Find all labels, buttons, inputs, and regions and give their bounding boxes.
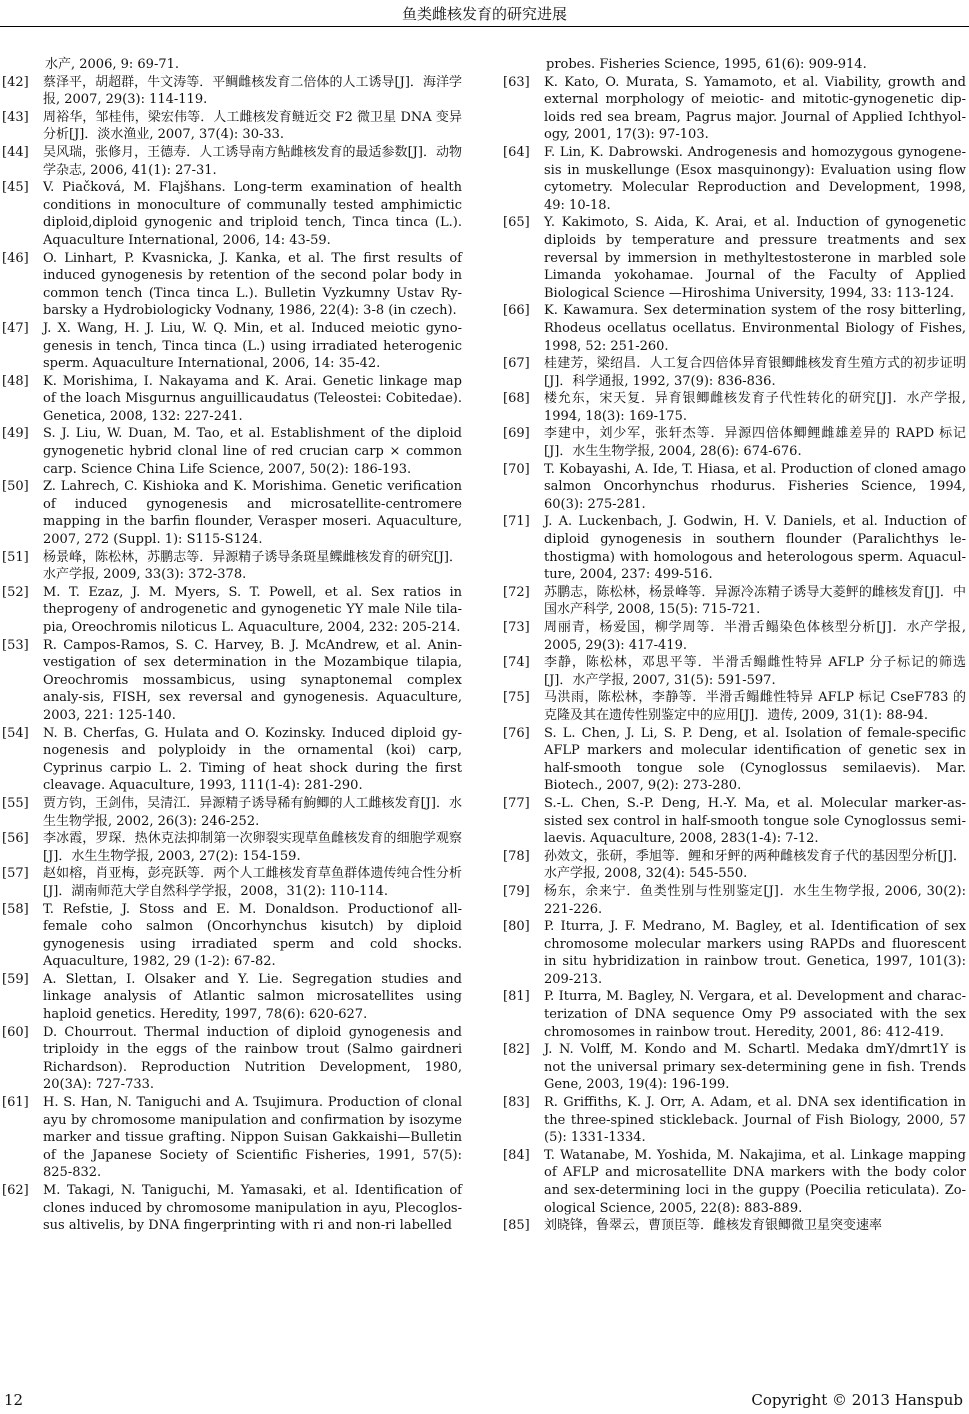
- reference-number: [63]: [503, 74, 530, 90]
- reference-number: [69]: [503, 426, 530, 442]
- reference-text: R. Griffiths, K. J. Orr, A. Adam, et al. DNA sex identification in the three-spined stickleback. Journal of Fish Biology, 2000, 57 (5): 1331-1334.: [544, 1095, 966, 1146]
- reference-text: D. Chourrout. Thermal induction of diploid gynogenesis and triploidy in the eggs of the rainbow trout (Salmo gairdneri Richardson). Reproduction Nutrition Development, 1980, 20(3A): 727-733.: [43, 1024, 462, 1093]
- reference-entry: [503, 1147, 966, 1217]
- reference-entry: [503, 302, 966, 355]
- reference-entry: [2, 637, 462, 725]
- reference-entry: [503, 918, 966, 988]
- reference-number: [75]: [503, 690, 530, 706]
- left-column: [2, 56, 462, 1235]
- reference-text: F. Lin, K. Dabrowski. Androgenesis and homozygous gynogene-sis in muskellunge (Esox masquinongy): Evaluation using flow cytometry. Molecular Reproduction and Development, 1998, 49: 10-18.: [544, 144, 966, 213]
- reference-number: [48]: [2, 373, 29, 389]
- reference-number: [77]: [503, 795, 530, 811]
- reference-entry: [503, 74, 966, 144]
- reference-text: 杨景峰，陈松林，苏鹏志等．异源精子诱导条斑星鲽雌核发育的研究[J]．水产学报, 2009, 33(3): 372-378.: [43, 549, 462, 583]
- reference-text: J. A. Luckenbach, J. Godwin, H. V. Daniels, et al. Induction of diploid gynogenesis in southern flounder (Paralichthys le-thostigma) with homologous and heterologous sperm. Aquacul-ture, 2004, 237: 499-516.: [544, 514, 966, 583]
- reference-text: K. Morishima, I. Nakayama and K. Arai. Genetic linkage map of the loach Misgurnus anguillicaudatus (Teleostei: Cobitedae). Genetica, 2008, 132: 227-241.: [43, 373, 462, 424]
- reference-number: [81]: [503, 989, 530, 1005]
- reference-entry: [503, 461, 966, 514]
- reference-entry: [2, 1024, 462, 1094]
- reference-text: 苏鹏志，陈松林，杨景峰等．异源冷冻精子诱导大菱鲆的雌核发育[J]．中国水产科学, 2008, 15(5): 715-721.: [544, 584, 966, 618]
- reference-entry: [503, 883, 966, 918]
- reference-entry: [503, 214, 966, 302]
- reference-entry: [503, 654, 966, 689]
- reference-text: 李静，陈松林，邓思平等．半滑舌鳎雌性特异 AFLP 分子标记的筛选[J]．水产学报, 2007, 31(5): 591-597.: [544, 655, 966, 688]
- reference-number: [59]: [2, 971, 29, 987]
- page-number: 12: [4, 1391, 24, 1409]
- reference-entry: [2, 1182, 462, 1235]
- reference-number: [46]: [2, 250, 29, 266]
- reference-list-right: [503, 74, 966, 1235]
- reference-entry: [503, 795, 966, 848]
- reference-entry: [2, 971, 462, 1024]
- reference-text: 周丽青，杨爱国，柳学周等．半滑舌鳎染色体核型分析[J]．水产学报, 2005, 29(3): 417-419.: [544, 620, 966, 653]
- reference-text: 孙效文，张研，季旭等．鲤和牙鲆的两种雌核发育子代的基因型分析[J]．水产学报, 2008, 32(4): 545-550.: [544, 848, 966, 882]
- reference-text: P. Iturra, M. Bagley, N. Vergara, et al. Development and charac-terization of DNA sequence Omy P9 associated with the sex chromosomes in rainbow trout. Heredity, 2001, 86: 412-419.: [544, 989, 966, 1040]
- reference-number: [65]: [503, 215, 530, 231]
- reference-text: 李建中，刘少军，张轩杰等．异源四倍体鲫鲤雌雄差异的 RAPD 标记[J]．水生生物学报, 2004, 28(6): 674-676.: [544, 426, 966, 460]
- reference-number: [68]: [503, 391, 530, 407]
- reference-entry: [2, 725, 462, 795]
- continued-reference: 水产, 2006, 9: 69-71.: [45, 57, 180, 72]
- reference-entry: [503, 689, 966, 724]
- reference-text: S. J. Liu, W. Duan, M. Tao, et al. Establishment of the diploid gynogenetic hybrid clonal line of red crucian carp × common carp. Science China Life Science, 2007, 50(2): 186-193.: [43, 426, 462, 477]
- copyright-notice: Copyright © 2013 Hanspub: [751, 1391, 963, 1409]
- reference-number: [64]: [503, 144, 530, 160]
- reference-number: [61]: [2, 1095, 29, 1111]
- reference-number: [76]: [503, 725, 530, 741]
- reference-text: J. N. Volff, M. Kondo and M. Schartl. Medaka dmY/dmrt1Y is not the universal primary sex-determining gene in fish. Trends Gene, 2003, 19(4): 196-199.: [544, 1042, 966, 1093]
- reference-entry: [2, 425, 462, 478]
- reference-entry: [2, 109, 462, 144]
- reference-number: [58]: [2, 901, 29, 917]
- reference-text: S.-L. Chen, S.-P. Deng, H.-Y. Ma, et al. Molecular marker-as-sisted sex control in half-smooth tongue sole Cynoglossus semi-laevis. Aquaculture, 2008, 283(1-4): 7-12.: [544, 795, 966, 847]
- header-rule: [0, 26, 969, 27]
- reference-text: 蔡泽平，胡超群，牛文涛等．平鲷雌核发育二倍体的人工诱导[J]．海洋学报, 2007, 29(3): 114-119.: [43, 74, 462, 108]
- reference-text: Z. Lahrech, C. Kishioka and K. Morishima. Genetic verification of induced gynogenesis and microsatellite-centromere mapping in the barfin flounder, Verasper moseri. Aquaculture, 2007, 272 (Suppl. 1): S115-S124.: [43, 479, 462, 548]
- reference-entry: [2, 865, 462, 900]
- reference-entry: [2, 584, 462, 637]
- reference-entry: [2, 373, 462, 426]
- reference-text: N. B. Cherfas, G. Hulata and O. Kozinsky. Induced diploid gy-nogenesis and polyploidy in the ornamental (koi) carp, Cyprinus carpio L. 2. Timing of heat shock during the first cleavage. Aquaculture, 1993, 111(1-4): 281-290.: [43, 725, 462, 794]
- reference-entry: [503, 619, 966, 654]
- reference-text: 楼允东，宋天复．异育银鲫雌核发育子代性转化的研究[J]．水产学报, 1994, 18(3): 169-175.: [544, 391, 966, 424]
- reference-number: [52]: [2, 584, 29, 600]
- reference-number: [80]: [503, 919, 530, 935]
- reference-text: 桂建芳，梁绍昌．人工复合四倍体异育银鲫雌核发育生殖方式的初步证明[J]．科学通报, 1992, 37(9): 836-836.: [544, 356, 966, 389]
- reference-number: [82]: [503, 1042, 530, 1058]
- reference-number: [43]: [2, 109, 29, 125]
- reference-entry: [503, 1041, 966, 1094]
- reference-entry: [2, 179, 462, 249]
- reference-entry: [503, 355, 966, 390]
- reference-text: 马洪雨，陈松林，李静等．半滑舌鳎雌性特异 AFLP 标记 CseF783 的克隆及其在遗传性别鉴定中的应用[J]．遗传, 2009, 31(1): 88-94.: [544, 690, 966, 723]
- reference-text: 李冰霞，罗琛．热休克法抑制第一次卵裂实现草鱼雌核发育的细胞学观察[J]．水生生物学报, 2003, 27(2): 154-159.: [43, 831, 462, 864]
- reference-entry: [503, 725, 966, 795]
- reference-entry: [503, 513, 966, 583]
- reference-number: [84]: [503, 1147, 530, 1163]
- reference-text: 周裕华，邹桂伟，梁宏伟等．人工雌核发育鲢近交 F2 微卫星 DNA 变异分析[J]．淡水渔业, 2007, 37(4): 30-33.: [43, 109, 462, 143]
- reference-text: Y. Kakimoto, S. Aida, K. Arai, et al. Induction of gynogenetic diploids by temperature and pressure treatments and sex reversal by immersion in methyltestosterone in marbled sole Limanda yokohamae. Journal of the Faculty of Applied Biological Science —Hiroshima University, 1994, 33: 113-124.: [544, 215, 966, 301]
- continued-reference: probes. Fisheries Science, 1995, 61(6): 909-914.: [546, 57, 867, 72]
- reference-number: [49]: [2, 426, 29, 442]
- reference-number: [83]: [503, 1095, 530, 1111]
- reference-number: [71]: [503, 514, 530, 530]
- reference-text: 刘晓锋，鲁翠云，曹顶臣等．雌核发育银鲫微卫星突变速率: [544, 1218, 883, 1234]
- reference-entry: [503, 425, 966, 460]
- reference-text: K. Kato, O. Murata, S. Yamamoto, et al. Viability, growth and external morphology of meiotic- and mitotic-gynogenetic dip-loids red sea bream, Pagrus major. Journal of Applied Ichthyol-ogy, 2001, 17(3): 97-103.: [544, 74, 966, 143]
- reference-number: [74]: [503, 655, 530, 671]
- reference-text: J. X. Wang, H. J. Liu, W. Q. Min, et al. Induced meiotic gyno-genesis in tench, Tinca tinca (L.) using irradiated heterogenic sperm. Aquaculture International, 2006, 14: 35-42.: [43, 320, 462, 372]
- reference-text: 吴风瑞，张修月，王德寿．人工诱导南方鲇雌核发育的最适参数[J]．动物学杂志, 2006, 41(1): 27-31.: [43, 144, 462, 178]
- reference-entry: [2, 901, 462, 971]
- reference-text: R. Campos-Ramos, S. C. Harvey, B. J. McAndrew, et al. Anin-vestigation of sex determination in the Mozambique tilapia, Oreochromis mossambicus, using synaptonemal complex analy-sis, FISH, sex reversal and gynogenesis. Aquaculture, 2003, 221: 125-140.: [43, 637, 462, 723]
- reference-number: [53]: [2, 637, 29, 653]
- reference-entry: [503, 988, 966, 1041]
- reference-text: T. Kobayashi, A. Ide, T. Hiasa, et al. Production of cloned amago salmon Oncorhynchus rhodurus. Fisheries Science, 1994, 60(3): 275-281.: [544, 461, 966, 512]
- reference-number: [45]: [2, 180, 29, 196]
- right-column: [503, 56, 966, 1235]
- reference-number: [85]: [503, 1218, 530, 1234]
- reference-text: T. Watanabe, M. Yoshida, M. Nakajima, et al. Linkage mapping of AFLP and microsatellite DNA markers with the body color and sex-determining loci in the guppy (Poecilia reticulata). Zo-ological Science, 2005, 22(8): 883-889.: [544, 1147, 966, 1216]
- reference-entry: [503, 1217, 966, 1235]
- reference-entry: [503, 144, 966, 214]
- reference-number: [42]: [2, 74, 29, 90]
- running-header: 鱼类雌核发育的研究进展: [401, 5, 567, 23]
- reference-entry: [2, 549, 462, 584]
- reference-text: P. Iturra, J. F. Medrano, M. Bagley, et al. Identification of sex chromosome molecular markers using RAPDs and fluorescent in situ hybridization in rainbow trout. Genetica, 1997, 101(3): 209-213.: [544, 919, 966, 987]
- reference-text: A. Slettan, I. Olsaker and Y. Lie. Segregation studies and linkage analysis of Atlantic salmon microsatellites using haploid genetics. Heredity, 1997, 78(6): 620-627.: [43, 971, 462, 1023]
- reference-text: S. L. Chen, J. Li, S. P. Deng, et al. Isolation of female-specific AFLP markers and molecular identification of genetic sex in half-smooth tongue sole (Cynoglossus semilaevis). Mar. Biotech., 2007, 9(2): 273-280.: [544, 725, 966, 794]
- reference-number: [78]: [503, 848, 530, 864]
- reference-text: M. T. Ezaz, J. M. Myers, S. T. Powell, et al. Sex ratios in theprogeny of androgenetic and gynogenetic YY male Nile tila-pia, Oreochromis niloticus L. Aquaculture, 2004, 232: 205-214.: [43, 584, 462, 635]
- reference-number: [73]: [503, 620, 530, 635]
- reference-number: [44]: [2, 144, 29, 160]
- reference-text: 贾方钧，王剑伟，吴清江．异源精子诱导稀有鮈鲫的人工雌核发育[J]．水生生物学报, 2002, 26(3): 246-252.: [43, 795, 462, 829]
- reference-text: 赵如榕，肖亚梅，彭亮跃等．两个人工雌核发育草鱼群体遗传纯合性分析[J]．湖南师范大学自然科学学报，2008，31(2): 110-114.: [43, 866, 462, 899]
- reference-number: [60]: [2, 1024, 29, 1040]
- reference-entry: [503, 1094, 966, 1147]
- reference-entry: [2, 250, 462, 320]
- reference-text: H. S. Han, N. Taniguchi and A. Tsujimura. Production of clonal ayu by chromosome manipulation and confirmation by isozyme marker and tissue grafting. Nippon Suisan Gakkaishi—Bulletin of the Japanese Society of Scientific Fisheries, 1991, 57(5): 825-832.: [43, 1095, 462, 1181]
- reference-text: K. Kawamura. Sex determination system of the rosy bitterling, Rhodeus ocellatus ocellatus. Environmental Biology of Fishes, 1998, 52: 251-260.: [544, 303, 966, 354]
- reference-entry: [503, 848, 966, 883]
- reference-number: [50]: [2, 479, 29, 495]
- reference-text: 杨东，余来宁．鱼类性别与性别鉴定[J]．水生生物学报, 2006, 30(2): 221-226.: [544, 883, 966, 917]
- reference-entry: [503, 390, 966, 425]
- reference-list-left: [2, 74, 462, 1235]
- reference-number: [72]: [503, 584, 530, 600]
- reference-entry: [2, 478, 462, 548]
- reference-number: [66]: [503, 303, 530, 319]
- reference-text: O. Linhart, P. Kvasnicka, J. Kanka, et al. The first results of induced gynogenesis by retention of the second polar body in common tench (Tinca tinca L.). Bulletin Vyzkumny Ustav Ry-barsky a Hydrobiologicky Vodnany, 1986, 22(4): 3-8 (in czech).: [43, 250, 462, 319]
- reference-entry: [2, 1094, 462, 1182]
- reference-text: V. Piačková, M. Flajšhans. Long-term examination of health conditions in monoculture of communally tested amphimictic diploid,diploid gynogenic and triploid tench, Tinca tinca (L.). Aquaculture International, 2006, 14: 43-59.: [43, 180, 462, 248]
- reference-entry: [2, 320, 462, 373]
- reference-number: [55]: [2, 795, 29, 811]
- reference-number: [56]: [2, 831, 29, 847]
- reference-number: [67]: [503, 356, 530, 372]
- reference-number: [57]: [2, 866, 29, 882]
- reference-number: [70]: [503, 461, 530, 477]
- reference-entry: [2, 144, 462, 179]
- reference-number: [54]: [2, 725, 29, 741]
- reference-entry: [2, 795, 462, 830]
- reference-number: [79]: [503, 883, 530, 899]
- reference-entry: [2, 74, 462, 109]
- reference-number: [62]: [2, 1183, 29, 1198]
- reference-text: M. Takagi, N. Taniguchi, M. Yamasaki, et al. Identification of clones induced by chromosome manipulation in ayu, Plecoglos-sus altivelis, by DNA fingerprinting with ri and non-ri labelled: [43, 1183, 462, 1234]
- reference-number: [47]: [2, 320, 29, 336]
- reference-entry: [503, 584, 966, 619]
- reference-number: [51]: [2, 549, 29, 565]
- reference-text: T. Refstie, J. Stoss and E. M. Donaldson. Productionof all-female coho salmon (Oncorhynchus kisutch) by diploid gynogenesis using irradiated sperm and cold shocks. Aquaculture, 1982, 29 (1-2): 67-82.: [43, 901, 462, 970]
- reference-entry: [2, 830, 462, 865]
